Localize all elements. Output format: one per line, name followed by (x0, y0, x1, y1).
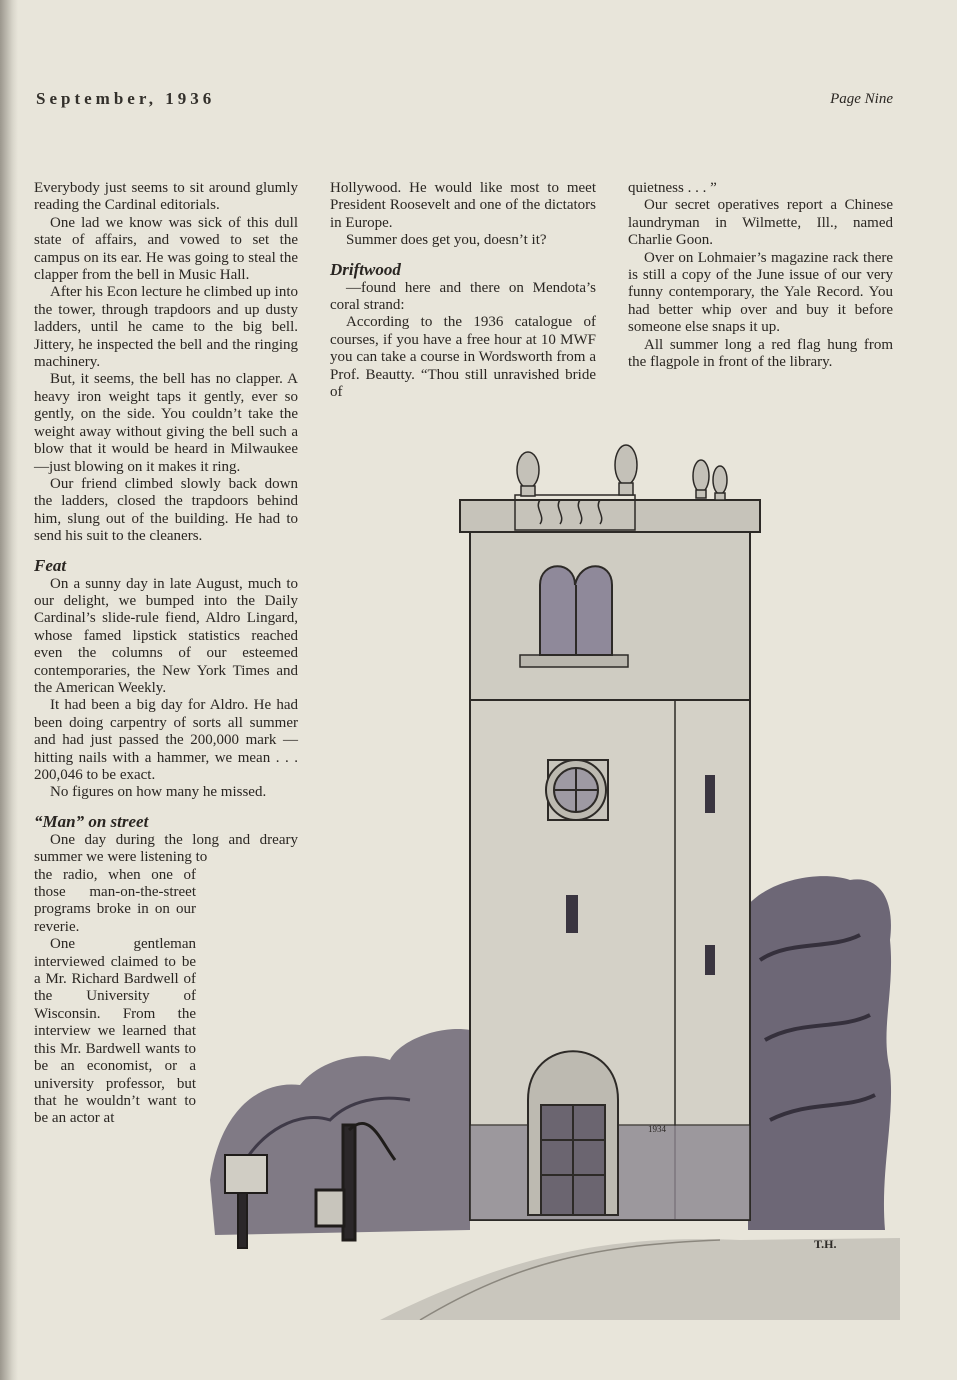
paragraph: Everybody just seems to sit around glumly reading the Cardinal editorials. (34, 180, 298, 214)
slit-window (566, 895, 578, 933)
paragraph: All summer long a red flag hung from the flagpole in front of the library. (628, 336, 893, 371)
slit-window (705, 945, 715, 975)
bushes-right (748, 876, 891, 1230)
paragraph: But, it seems, the bell has no clapper. A heavy iron weight taps it gently, ever so gently, on the side. You couldn’t take the weight away without giving the bell such a blow that it would be heard in Milwaukee—just blowing on it makes it ring. (34, 371, 298, 475)
paragraph: It had been a big day for Aldro. He had been doing carpentry of sorts all summer and had just passed the 200,000 mark — hitting nails with a hammer, we mean . . . 200,046 to be exact. (34, 697, 298, 783)
paragraph: Over on Lohmaier’s magazine rack there is still a copy of the June issue of our very funny contemporary, the Yale Record. You had better whip over and buy it before someone else snaps it up. (628, 249, 893, 336)
page-spine-shadow (0, 0, 18, 1380)
bell-tower-illustration (200, 430, 900, 1320)
tower-door (528, 1051, 618, 1215)
section-heading-man-on-street: “Man” on street (34, 811, 149, 831)
header-page-number: Page Nine (830, 91, 893, 107)
paragraph: One gentleman interviewed claimed to be a Mr. Richard Bardwell of the University of Wisconsin. From the interview we learned that this Mr. Bardwell wants to be an economist, or a university professor, but that he wouldn’t want to be an actor at (34, 936, 196, 1127)
date-stone: 1934 (648, 1124, 666, 1134)
paragraph: Our friend climbed slowly back down the ladders, closed the trapdoors behind him, slung out of the building. He had to send his suit to the cleaners. (34, 475, 298, 545)
header-date: September, 1936 (36, 89, 216, 108)
paragraph: One lad we know was sick of this dull state of affairs, and vowed to set the campus on its ear. He was going to steal the clapper from the bell in Music Hall. (34, 214, 298, 284)
paragraph: the radio, when one of those man-on-the-street programs broke in on our reverie. (34, 866, 196, 935)
slit-window (705, 775, 715, 813)
column-middle (330, 180, 596, 401)
section-heading-driftwood: Driftwood (330, 259, 401, 279)
paragraph: Our secret operatives report a Chinese laundryman in Wilmette, Ill., named Charlie Goon. (628, 197, 893, 249)
finials (517, 445, 727, 500)
section-heading-feat: Feat (34, 555, 67, 575)
paragraph: According to the 1936 catalogue of courses, if you have a free hour at 10 MWF you can take a course in Wordsworth from a Prof. Beautty. “Thou still unravished bride of (330, 314, 596, 401)
paragraph: —found here and there on Mendota’s coral strand: (330, 279, 596, 314)
paragraph: On a sunny day in late August, much to our delight, we bumped into the Daily Cardinal’s slide-rule fiend, Aldro Lingard, whose famed lipstick statistics reached even the columns of our esteemed contemporaries, the New York Times and the American Weekly. (34, 575, 298, 696)
paragraph: quietness . . . ” (628, 180, 717, 196)
artist-signature: T.H. (814, 1237, 837, 1251)
round-window (546, 760, 608, 820)
paragraph: Hollywood. He would like most to meet President Roosevelt and one of the dictators in Europe. (330, 180, 596, 231)
paragraph: After his Econ lecture he climbed up into the tower, through trapdoors and up dusty ladders, until he came to the big bell. Jittery, he inspected the bell and the ringing machinery. (34, 284, 298, 371)
paragraph: No figures on how many he missed. (50, 784, 267, 801)
paragraph: Summer does get you, doesn’t it? (346, 232, 547, 249)
paragraph: One day during the long and dreary summer we were listening to (34, 831, 298, 866)
column-right (628, 180, 893, 371)
